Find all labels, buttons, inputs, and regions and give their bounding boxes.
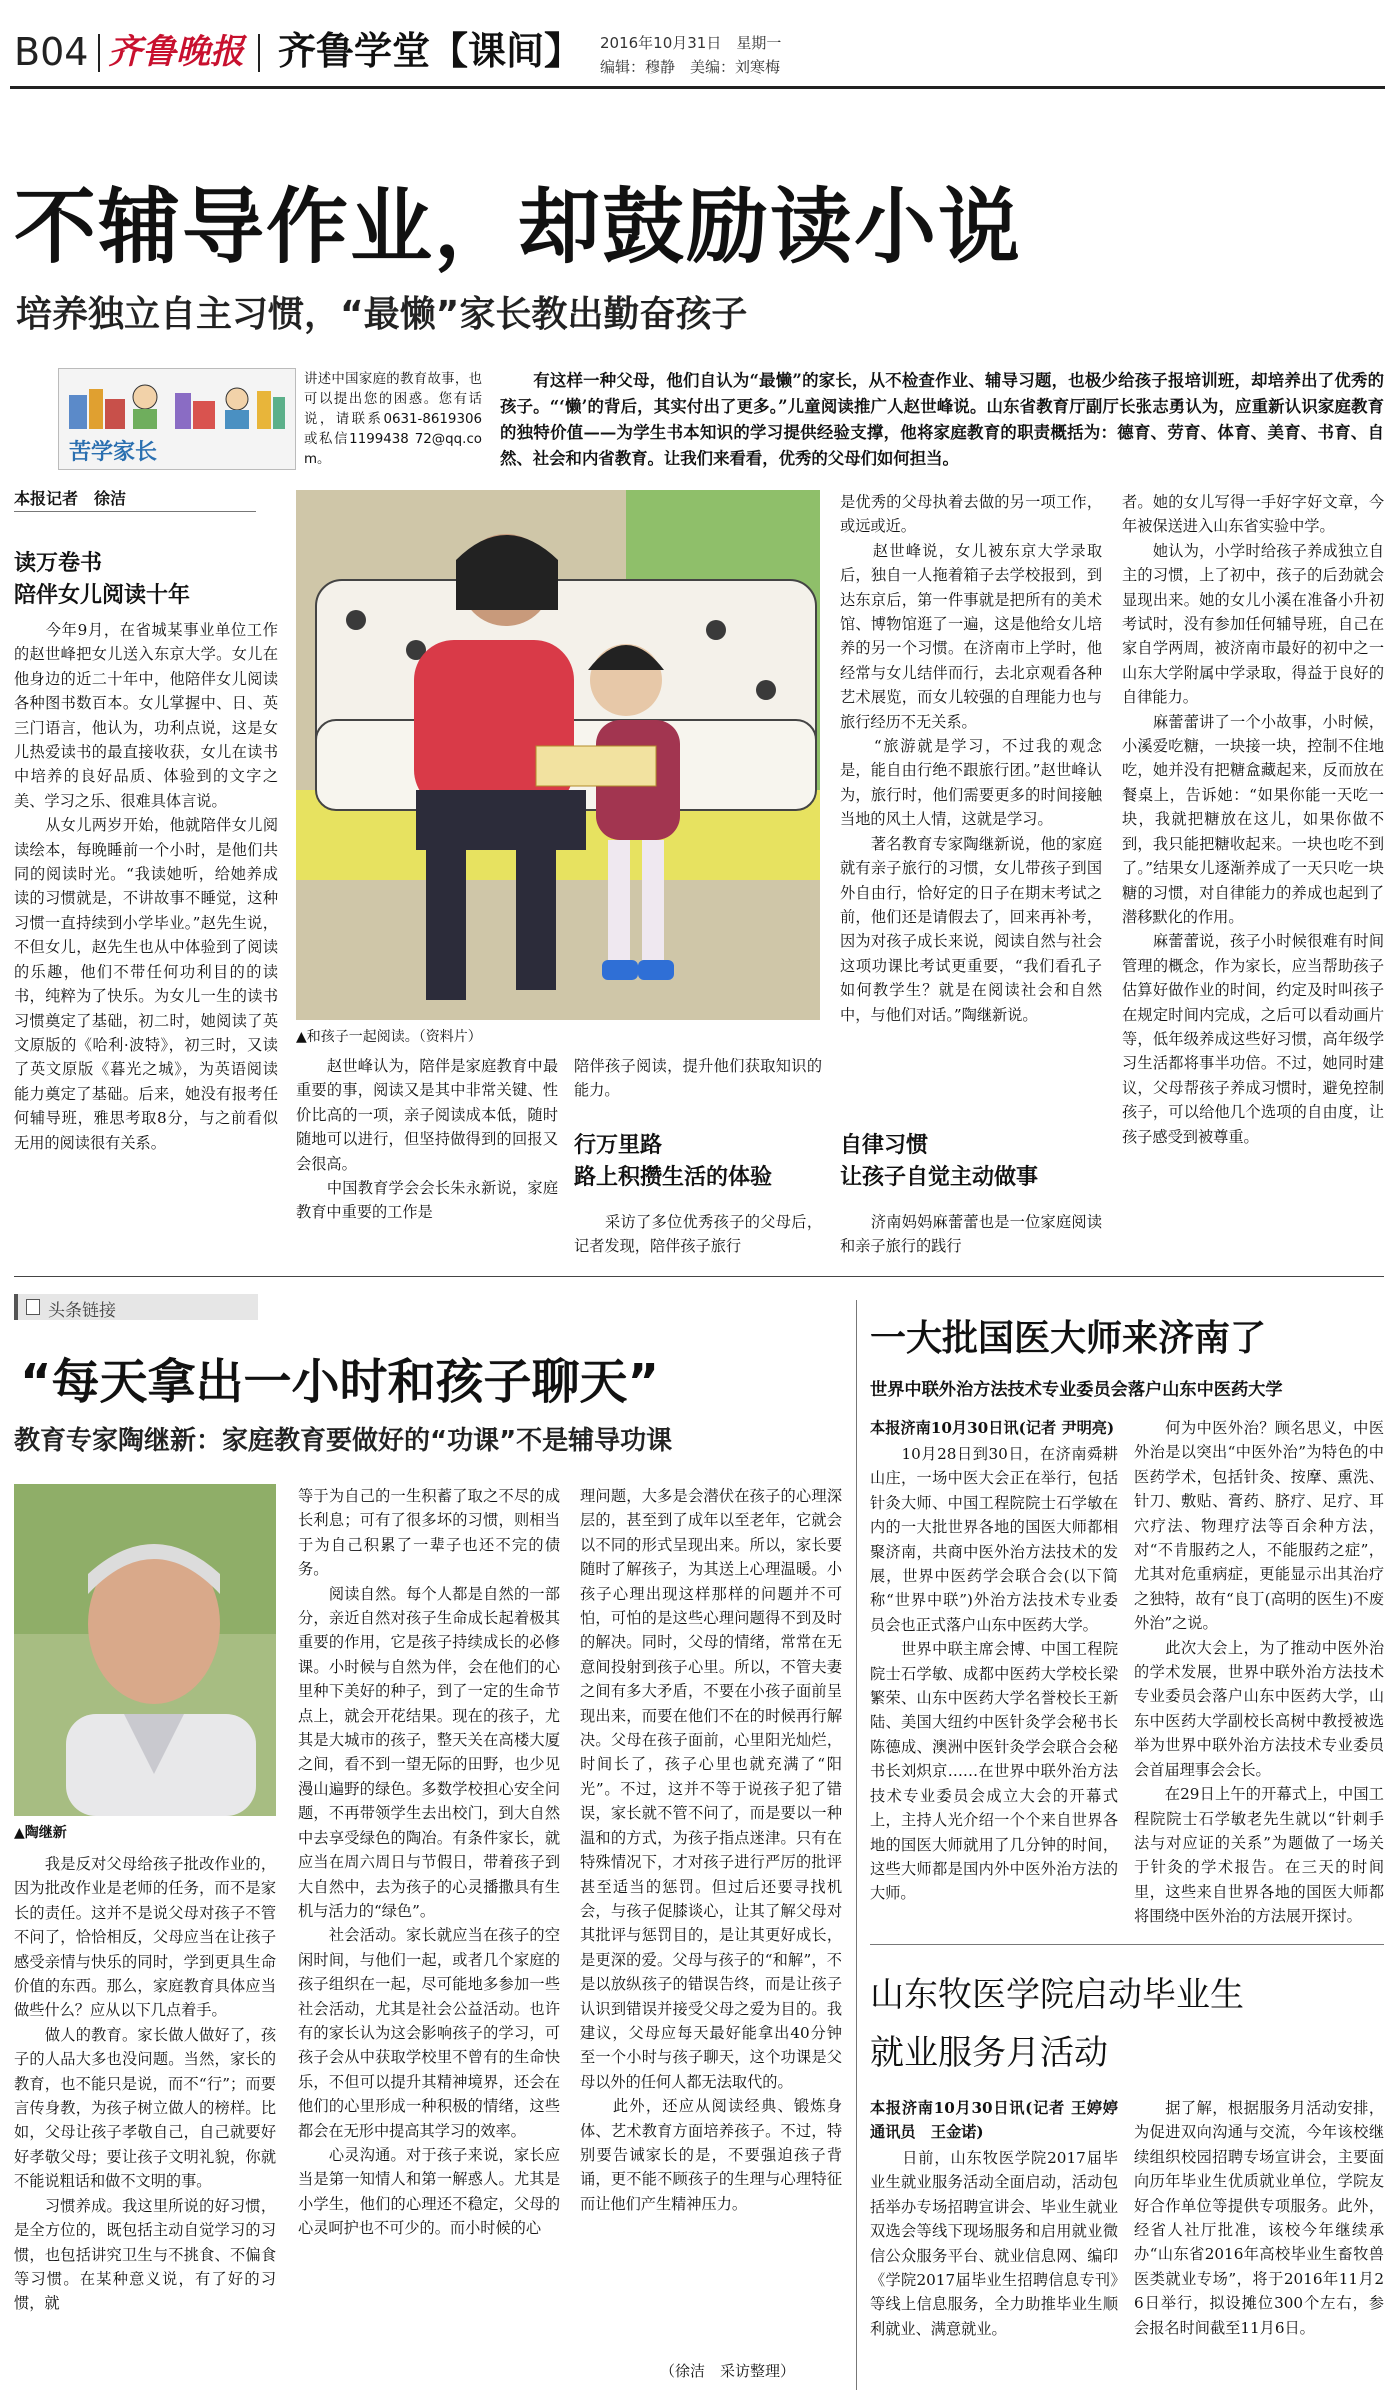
story2-subheadline: 教育专家陶继新：家庭教育要做好的“功课”不是辅导功课 — [14, 1426, 673, 1456]
story4-col2: 据了解，根据服务月活动安排，为促进双向沟通与交流，今年该校继续组织校园招聘专场宣讲会，主要面向历年毕业生优质就业单位，学院友好合作单位等提供专项服务。此外，经省人社厅批准，该校今年继续承办“山东省2016年高校毕业生畜牧兽医类就业专场”，将于2016年11月26日举行，拟设摊位300个左右，参会报名时间截至11月6日。 — [1134, 2099, 1384, 2337]
story4-byline: 本报济南10月30日讯(记者 王婷婷 通讯员 王金诺) — [870, 2099, 1134, 2142]
story3-byline: 本报济南10月30日讯(记者 尹明亮) — [870, 1419, 1115, 1437]
section-name: 齐鲁学堂【课间】 — [278, 29, 583, 73]
masthead-divider-2 — [258, 34, 260, 72]
section2-title: 行万里路 路上积攒生活的体验 — [574, 1133, 773, 1190]
story2-headline: “每天拿出一小时和孩子聊天” — [20, 1354, 660, 1410]
document-icon — [26, 1299, 40, 1315]
story2-credit: （徐洁 采访整理） — [660, 2362, 796, 2380]
story3-divider — [870, 1944, 1384, 1945]
main-col5: 者。她的女儿写得一手好字好文章，今年被保送进入山东省实验中学。 她认为，小学时给孩子养成独立自主的习惯，上了初中，孩子的后劲就会显现出来。她的女儿小溪在准备小升初考试时，没有参加任何辅导班，自己在家自学两周，被济南市最好的初中之一山东大学附属中学录取，得益于良好的自律能力。 麻蕾蕾讲了一个小故事，小时候，小溪爱吃糖，一块接一块，控制不住地吃，她并没有把糖盒藏起来，反而放在餐桌上，告诉她：“如果你能一天吃一块，我就把糖放在这儿，如果你做不到，我只能把糖收起来。一块也吃不到了。”结果女儿逐渐养成了一天只吃一块糖的习惯，对自律能力的养成也起到了潜移默化的作用。 麻蕾蕾说，孩子小时候很难有时间管理的概念，作为家长，应当帮助孩子估算好做作业的时间，约定及时叫孩子在规定时间内完成，之后可以看动画片等，低年级养成这些好习惯，高年级学习生活都将事半功倍。不过，她同时建议，父母帮孩子养成习惯时，避免控制孩子，可以给他几个选项的自由度，让孩子感受到被尊重。 — [1122, 493, 1384, 1146]
main-col2: 赵世峰认为，陪伴是家庭教育中最重要的事，阅读又是其中非常关键、性价比高的一项，亲子阅读成本低，随时随地可以进行，但坚持做得到的回报又会很高。 中国教育学会会长朱永新说，家庭教育中重要的工作是 — [296, 1057, 558, 1222]
column-badge-label: 苦学家长 — [69, 440, 158, 465]
story3-headline: 一大批国医大师来济南了 — [870, 1318, 1267, 1359]
main-subheadline: 培养独立自主习惯，“最懒”家长教出勤奋孩子 — [16, 294, 748, 335]
story4-col1: 日前，山东牧医学院2017届毕业生就业服务活动全面启动，活动包括举办专场招聘宣讲会、毕业生就业双选会等线下现场服务和启用就业微信公众服务平台、就业信息网、编印《学院2017届毕业生招聘信息专刊》等线上信息服务，全力助推毕业生顺利就业、满意就业。 — [870, 2149, 1118, 2338]
sidebar-tag — [14, 1294, 258, 1320]
story2-col3: 理问题，大多是会潜伏在孩子的心理深层的，甚至到了成年以至老年，它就会以不同的形式呈现出来。所以，家长要随时了解孩子，为其送上心理温暖。小孩子心理出现这样那样的问题并不可怕，可怕的是这些心理问题得不到及时的解决。同时，父母的情绪，常常在无意间投射到孩子心里。所以，不管夫妻之间有多大矛盾，不要在小孩子面前呈现出来，而要在他们不在的时候再行解决。父母在孩子面前，心里阳光灿烂，时间长了，孩子心里也就充满了“阳光”。不过，这并不等于说孩子犯了错误，家长就不管不问了，而是要以一种温和的方式，为孩子指点迷津。只有在特殊情况下，才对孩子进行严厉的批评甚至适当的惩罚。但过后还要寻找机会，与孩子促膝谈心，让其了解父母对其批评与惩罚目的，是让其更好成长，是更深的爱。父母与孩子的“和解”，不是以放纵孩子的错误告终，而是让孩子认识到错误并接受父母之爱为目的。我建议，父母应每天最好能拿出40分钟至一个小时与孩子聊天，这个功课是父母以外的任何人都无法取代的。 此外，还应从阅读经典、锻炼身体、艺术教育方面培养孩子。不过，特别要告诫家长的是，不要强迫孩子背诵，更不能不顾孩子的生理与心理特征而让他们产生精神压力。 — [580, 1487, 842, 2213]
reading-photo — [296, 490, 820, 1020]
story3-subheadline: 世界中联外治方法技术专业委员会落户山东中医药大学 — [870, 1380, 1283, 1400]
photo-caption: ▲和孩子一起阅读。（资料片） — [296, 1029, 482, 1045]
page-number: B04 — [14, 30, 89, 74]
sidebar-tag-label: 头条链接 — [48, 1301, 116, 1321]
column-badge — [58, 368, 296, 470]
main-col1: 今年9月，在省城某事业单位工作的赵世峰把女儿送入东京大学。女儿在他身边的近二十年中，他陪伴女儿阅读各种图书数百本。女儿掌握中、日、英三门语言，他认为，功利点说，这是女儿热爱读书的最直接收获，女儿在读书中培养的良好品质、体验到的文字之美、学习之乐、很难具体言说。 从女儿两岁开始，他就陪伴女儿阅读绘本，每晚睡前一个小时，是他们共同的阅读时光。“我读她听，给她养成读的习惯就是，不讲故事不睡觉，这种习惯一直持续到小学毕业。”赵先生说，不但女儿，赵先生也从中体验到了阅读的乐趣，他们不带任何功利目的的读书，纯粹为了快乐。为女儿一生的读书习惯奠定了基础，初二时，她阅读了英文原版的《哈利·波特》，初三时，又读了英文原版《暮光之城》，为英语阅读能力奠定了基础。后来，她没有报考任何辅导班，雅思考取8分，与之前看似无用的阅读很有关系。 — [14, 621, 278, 1152]
books-illustration — [65, 375, 287, 431]
main-col3: 陪伴孩子阅读，提升他们获取知识的能力。 — [574, 1057, 822, 1100]
story2-col2: 等于为自己的一生积蓄了取之不尽的成长利息；可有了很多坏的习惯，则相当于为自己积累了一辈子也还不完的债务。 阅读自然。每个人都是自然的一部分，亲近自然对孩子生命成长起着极其重要的作用，它是孩子持续成长的必修课。小时候与自然为伴，会在他们的心里种下美好的种子，到了一定的生命节点上，就会开花结果。现在的孩子，尤其是大城市的孩子，整天关在高楼大厦之间，看不到一望无际的田野，也少见漫山遍野的绿色。多数学校担心安全问题，不再带领学生去出校门，到大自然中去享受绿色的陶冶。有条件家长，就应当在周六周日与节假日，带着孩子到大自然中，去为孩子的心灵播撒具有生机与活力的“绿色”。 社会活动。家长就应当在孩子的空闲时间，与他们一起，或者几个家庭的孩子组织在一起，尽可能地多参加一些社会活动，尤其是社会公益活动。也许有的家长认为这会影响孩子的学习，可孩子会从中获取学校里不曾有的生命快乐，不但可以提升其精神境界，还会在他们的心里形成一种积极的情绪，这些都会在无形中提高其学习的效率。 心灵沟通。对于孩子来说，家长应当是第一知情人和第一解惑人。尤其是小学生，他们的心理还不稳定，父母的心灵呵护也不可少的。而小时候的心 — [298, 1487, 560, 2238]
section1-title: 读万卷书 陪伴女儿阅读十年 — [14, 551, 191, 608]
story3-col2: 何为中医外治？顾名思义，中医外治是以突出“中医外治”为特色的中医药学术，包括针灸、按摩、熏洗、针刀、敷贴、膏药、脐疗、足疗、耳穴疗法、物理疗法等百余种方法，对“不肯服药之人，不能服药之症”，尤其对危重病症，更能显示出其治疗之独特，故有“良丁(高明的医生)不废外治”之说。 此次大会上，为了推动中医外治的学术发展，世界中联外治方法技术专业委员会落户山东中医药大学，山东中医药大学副校长高树中教授被选举为世界中联外治方法技术专业委员会首届理事会会长。 在29日上午的开幕式上，中国工程院院士石学敏老先生就以“针刺手法与对应证的关系”为题做了一场关于针灸的学术报告。在三天的时间里，这些来自世界各地的国医大师都将围绕中医外治的方法展开探讨。 — [1134, 1419, 1384, 1926]
main-lead: 有这样一种父母，他们自认为“最懒”的家长，从不检查作业、辅导习题，也极少给孩子报培训班，却培养出了优秀的孩子。“‘懒’的背后，其实付出了更多。”儿童阅读推广人赵世峰说。山东省教育厅副厅长张志勇认为，应重新认识家庭教育的独特价值——为学生书本知识的学习提供经验支撑，他将家庭教育的职责概括为：德育、劳育、体育、美育、书育、自然、社会和内省教育。让我们来看看，优秀的父母们如何担当。 — [500, 371, 1384, 468]
portrait-caption: ▲陶继新 — [14, 1825, 67, 1841]
column-divider — [856, 1300, 857, 2390]
editors-credit: 编辑：穆静 美编：刘寒梅 — [600, 58, 781, 76]
story3-col1: 10月28日到30日，在济南舜耕山庄，一场中医大会正在举行，包括针灸大师、中国工程院院士石学敏在内的一大批世界各地的国医大师都相聚济南，共商中医外治方法技术的发展，世界中医药学会联合会(以下简称“世界中联”)外治方法技术专业委员会也正式落户山东中医药大学。 世界中联主席会博、中国工程院院士石学敏、成都中医药大学校长梁繁荣、山东中医药大学名誉校长王新陆、美国大纽约中医针灸学会秘书长陈德成、澳洲中医针灸学会联合会秘书长刘炽京……在世界中联外治方法技术专业委员会成立大会的开幕式上，主持人光介绍一个个来自世界各地的国医大师就用了几分钟的时间，这些大师都是国内外中医外治方法的大师。 — [870, 1445, 1118, 1903]
masthead-divider — [98, 34, 100, 72]
main-col4: 是优秀的父母执着去做的另一项工作，或远或近。 赵世峰说，女儿被东京大学录取后，独自一人拖着箱子去学校报到，到达东京后，第一件事就是把所有的美术馆、博物馆逛了一遍，这是他给女儿培养的另一个习惯。在济南市上学时，他经常与女儿结伴而行，去北京观看各种艺术展览，而女儿较强的自理能力也与旅行经历不无关系。 “旅游就是学习，不过我的观念是，能自由行绝不跟旅行团。”赵世峰认为，旅行时，他们需要更多的时间接触当地的风土人情，这就是学习。 著名教育专家陶继新说，他的家庭就有亲子旅行的习惯，女儿带孩子到国外自由行，恰好定的日子在期末考试之前，他们还是请假去了，回来再补考，因为对孩子成长来说，阅读自然与社会这项功课比考试更重要，“我们看孔子如何教学生？就是在阅读社会和自然中，与他们对话。”陶继新说。 — [840, 493, 1102, 1024]
portrait-photo — [14, 1484, 276, 1816]
section3-title: 自律习惯 让孩子自觉主动做事 — [840, 1133, 1039, 1190]
paper-logo: 齐鲁晚报 — [108, 32, 244, 72]
byline-rule — [14, 511, 256, 512]
main-headline: 不辅导作业，却鼓励读小说 — [14, 180, 1023, 275]
main-col3-b: 采访了多位优秀孩子的父母后，记者发现，陪伴孩子旅行 — [574, 1213, 822, 1256]
masthead-rule — [10, 86, 1385, 89]
story2-col1: 我是反对父母给孩子批改作业的，因为批改作业是老师的任务，而不是家长的责任。这并不是说父母对孩子不管不问了，恰恰相反，父母应当在让孩子感受亲情与快乐的同时，学到更具生命价值的东西。那么，家庭教育具体应当做些什么？应从以下几点着手。 做人的教育。家长做人做好了，孩子的人品大多也没问题。当然，家长的教育，也不能只是说，而不“行”；而要言传身教，为孩子树立做人的榜样。比如，父母让孩子孝敬自己，自己就要好好孝敬父母；要让孩子文明礼貌，你就不能说粗话和做不文明的事。 习惯养成。我这里所说的好习惯，是全方位的，既包括主动自觉学习的习惯，也包括讲究卫生与不挑食、不偏食等习惯。在某种意义说，有了好的习惯，就 — [14, 1855, 276, 2313]
issue-date: 2016年10月31日 星期一 — [600, 34, 782, 52]
column-note: 讲述中国家庭的教育故事，也可以提出您的困惑。您有话说，请联系0631-8619306或私信1199438 72@qq.com。 — [304, 372, 482, 467]
main-byline: 本报记者 徐洁 — [14, 489, 127, 508]
main-col4-b: 济南妈妈麻蕾蕾也是一位家庭阅读和亲子旅行的践行 — [840, 1213, 1102, 1256]
section-divider — [14, 1276, 1384, 1277]
story4-headline: 山东牧医学院启动毕业生 就业服务月活动 — [870, 1975, 1244, 2073]
